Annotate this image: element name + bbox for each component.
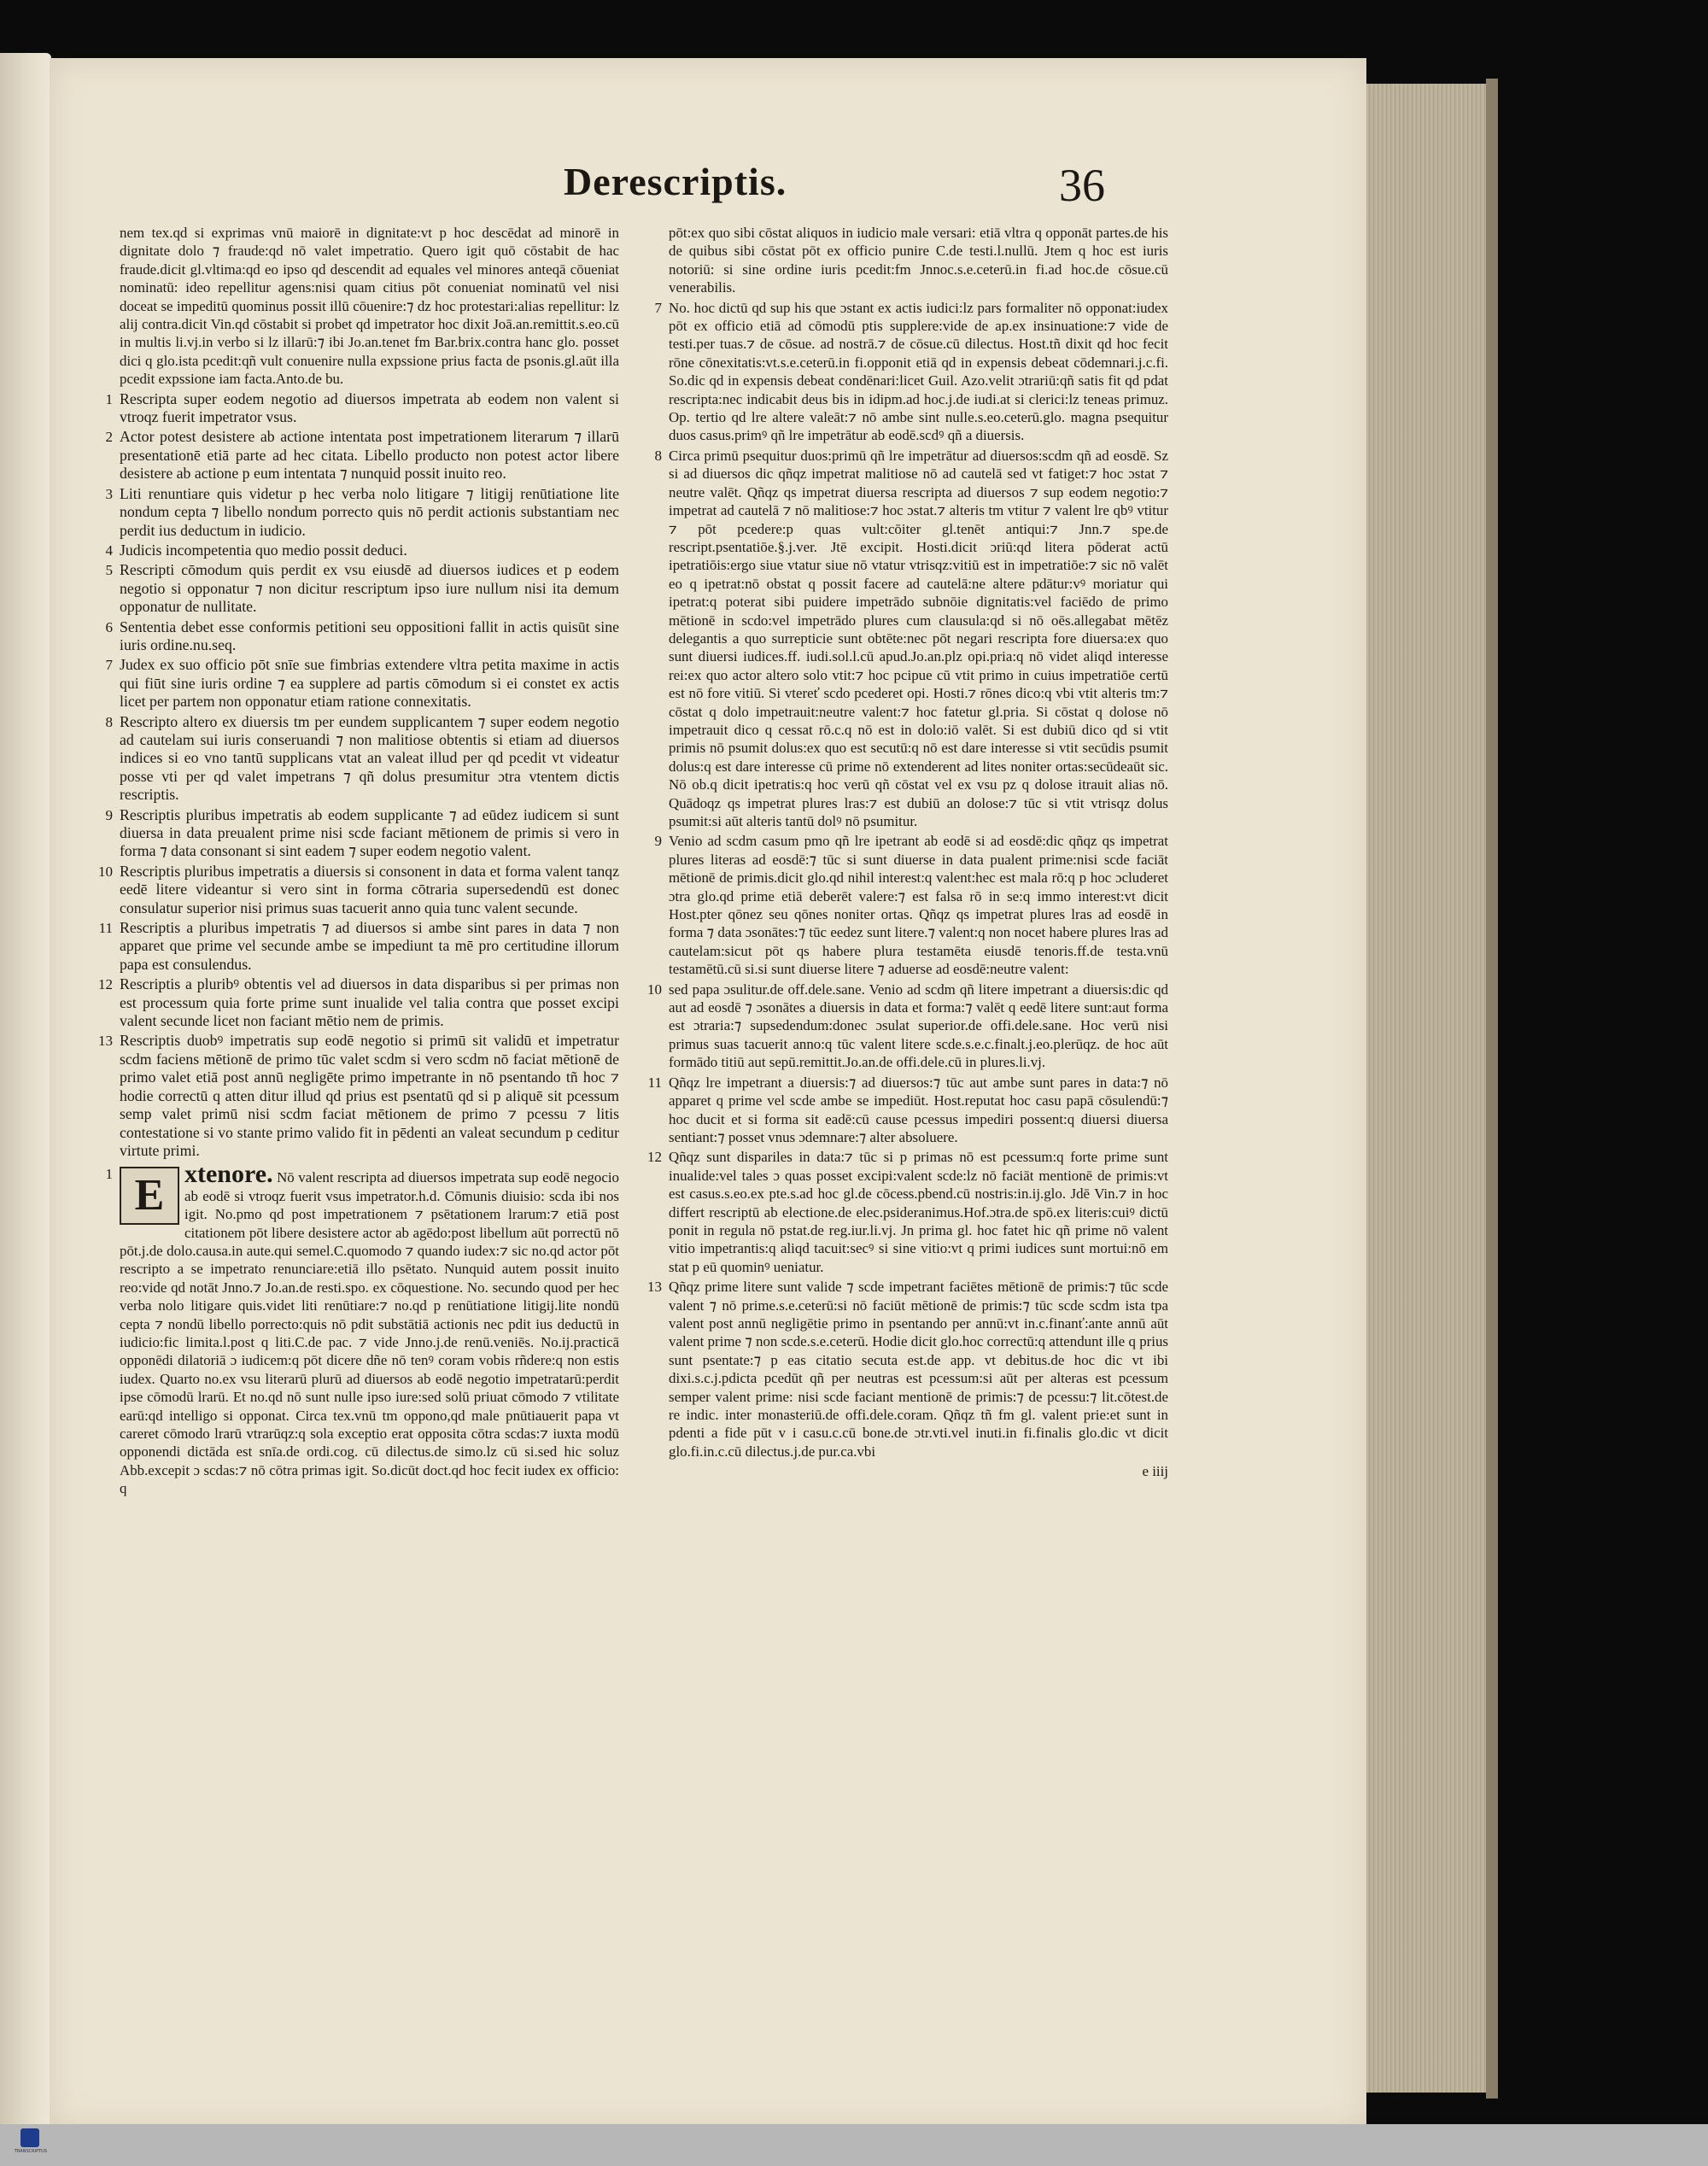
note-text: Qñqz lre impetrant a diuersis:⁊ ad diuersos:⁊ tūc aut ambe sunt pares in data:⁊ nō apparet q prime vel scde ambe se impediūt. Host.reputat hoc casu papā cōsulendū:⁊ hoc ducit et si forma sit eadē:cū cause pcessus impediri possent:q diuersi diuersa sentiant:⁊ posset vnus ɔdemnare:⁊ alter absoluere. xyxy=(669,1074,1168,1145)
note-number: 13 xyxy=(647,1279,662,1296)
summary-text: Liti renuntiare quis videtur p hec verba nolo litigare ⁊ litigij renūtiatione lite nondum cepta ⁊ libello nondum porrecto quis nō perdit actionis substantiam nec perdit ius deductum in iudicio. xyxy=(120,484,619,539)
intro-paragraph: nem tex.qd si exprimas vnū maiorē in dignitate:vt p hoc descēdat ad minorē in dignitate dolo ⁊ fraude:qd nō valet impetratio. Quero igit quō cōstabit de hac fraude.dicit gl.vltima:qd eo ipso qd descendit ad equales vel minores anteqā cōueniat nominatū: ideo repellitur agens:nisi quam citius pōt conueniat nominatū vel nisi doceat se impeditū quominus possit illū cōuenire:⁊ dz hoc protestari:alias repellitur: lz alij contra.dicit Vin.qd cōstabit si probet qd impetrator hoc dixit Joā.an.remittit.s.eo.cū in multis li.vj.in verbo si lz illarū:⁊ ibi Jo.an.tenet fm Bar.brix.contra hanc glo. posset dici q glo.ista pcedit:qñ vult conuenire nulla expssione prius facta de psonis.gl.aūt illa pcedit expssione iam facta.Anto.de bu. xyxy=(120,225,619,388)
viewer-bottom-bar xyxy=(0,2124,1708,2166)
summary-text: Rescriptis a pluribꝰ obtentis vel ad diuersos in data disparibus si per primas non est processum quia forte prime sunt inualide vel talia contra que posset excipi valent secunde licet non faciant mētio nem de primis. xyxy=(120,975,619,1030)
summary-text: Rescriptis pluribus impetratis ab eodem supplicante ⁊ ad eūdez iudicem si sunt diuersa in data preualent prime nisi scde faciant mētionem de primis si vero in forma ⁊ data consonant si sint eadem ⁊ super eodem negotio valent. xyxy=(120,805,619,860)
summary-number: 6 xyxy=(105,618,113,635)
summary-item xyxy=(98,862,619,917)
book-fore-edge xyxy=(1362,84,1490,2093)
note-text: Circa primū psequitur duos:primū qñ lre impetrātur ad diuersos:scdm qñ ad eosdē. Sz si ad diuersos dic qñqz impetrat malitiose nō ad cautelā sed vt fatiget:⁊ hoc ɔstat ⁊ neutre valēt. Qñqz qs impetrat diuersa rescripta ad diuersos ⁊ sup eodem negotio:⁊ impetrat ad cautelā ⁊ nō malitiose:⁊ hoc ɔstat.⁊ alteris tm vtitur ⁊ valent lre qbꝰ vtitur ⁊ pōt pcedere:p quas vult:cōiter gl.tenēt antiqui:⁊ Jnn.⁊ spe.de rescript.psentatiōe.§.j.ver. Jtē excipit. Hosti.dicit ɔriū:qd litera pōderat actū ipetratiōis:ergo siue vtatur siue nō vtatur vtrisqz:vitiū est in impetratiōe:⁊ sic nō valēt eo q ipetrat:nō obstat q possit facere ad cautelā:ne altere pdātur:vꝰ moriatur qui ipetrat:q poterat sibi puidere impetrādo subnōie dignitatis:vel faciēdo de primo mētionē in scdo:vel impetrādo plures cum clausula:qd si nō oēs.allegabat mētēz delegantis a quo surrepticie sunt obtēte:nec pōt negari rescripta fore diuersa:ex quo sunt diuersi iudices.ff. iudi.sol.l.cū apud.Jo.an.plz opi.pria:q nō videt aliqd interesse rei:ex quo actor altero solo vtit:⁊ hoc pcipue cū vtit primo in cuius impetratiōe certū est nō fore vitiū. Si vtereť scdo pcederet opi. Hosti.⁊ rōnes dico:q vbi vtit alteris tm:⁊ cōstat q dolo impetrauit:neutre valent:⁊ hoc fatetur gl.pria. Si cōstat q dolose nō impetrauit dico q cessat rō.c.q nō est in dolo:iō valēt. Si est dubiū dico qd si vtit primis nō psumit dolus:ex quo est secutū:q nō est dare interesse si vtit secūdis psumit dolus:q est dare interesse cū prime nō extenderent ad lites noniter ortas:secūdeaūt sic. Nō ob.q dicit ipetratis:q hoc verū qñ cōstat vel ex vsu pz q dolose itrauit alias nō. Quādoqz qs impetrat plures lras:⁊ est dubiū an dolose:⁊ tūc si vtit vtrisqz dolus psumit:si aūt alteris tantū dolꝰ nō psumitur. xyxy=(669,447,1168,829)
gloss-paragraph xyxy=(105,1160,620,1497)
library-logo-icon xyxy=(20,2128,39,2147)
folio-number: 36 xyxy=(1059,160,1105,211)
note-number: 8 xyxy=(654,447,662,464)
running-head: Derescriptis. xyxy=(564,160,787,203)
note-text: No. hoc dictū qd sup his que ɔstant ex actis iudici:lz pars formaliter nō opponat:iudex pōt ex officio etiā ad cōmodū ptis supplere:vide de ap.ex insinuatione:⁊ vide de testi.per tuas.⁊ de cōsue. ad nostrā.⁊ de cōsue.cū dilectus. Host.tñ dixit qd hoc fecit rōne cōnexitatis:vt.s.e.ceterū.in fi.opponit etiā qd in expensis debeat cōdemnari.j.c.fi. So.dic qd in expensis debeat condēnari:licet Guil. Azo.velit ɔtrariū:qñ satis fit qd pdat rescripta:nec indicabit deus bis in idipm.ad hoc.j.de iudi.at si clerici:lz teneas primuz. Op. tertio qd lre altere valeāt:⁊ nō ambe sint nulle.s.eo.ceterū.glo. magna psequitur duos casus.primꝰ qñ lre impetrātur ab eodē.scdꝰ qñ a diuersis. xyxy=(669,299,1168,444)
summary-number: 13 xyxy=(98,1033,113,1050)
gloss-note xyxy=(647,1074,1168,1147)
summary-text: Rescriptis a pluribus impetratis ⁊ ad diuersos si ambe sint pares in data ⁊ non apparet que prime vel secunde ambe se impediunt ta mē pro certitudine illorum papa est consulendus. xyxy=(120,919,619,973)
note-number: 12 xyxy=(647,1149,662,1166)
gloss-note xyxy=(654,299,1168,445)
summary-item xyxy=(105,712,619,805)
summary-item xyxy=(105,484,619,540)
summary-text: Judicis incompetentia quo medio possit deduci. xyxy=(120,541,407,559)
book-cover-edge xyxy=(1486,79,1498,2099)
summary-item xyxy=(98,1032,619,1160)
note-number: 7 xyxy=(654,299,662,316)
library-logo xyxy=(12,2128,50,2163)
summary-number: 8 xyxy=(105,713,113,730)
right-column xyxy=(647,224,1168,1481)
note-text: Qñqz sunt dispariles in data:⁊ tūc si p primas nō est pcessum:q forte prime sunt inualide:vel tales ɔ quas posset excipi:valent scde:lz nō faciāt mentionē de primis:vt est casus.s.eo.ex pte.s.ad hoc gl.de cōcess.pbend.cū nostris:in.ij.glo. Jdē Vin.⁊ in hoc differt rescriptū ab electione.de elec.psideranimus.Hof.ɔtra.de spō.ex literis:cuiꝰ dictū ponit in regula nō pstat.de reg.iur.li.vj. Jn prima gl. hoc fatet hic qñ prime nō valent vitio impetrantis:q aliqd tacuit:secꝰ si sine vitio:vt q primi iudices sunt mortui:nō em stat p eū quominꝰ ueniatur. xyxy=(669,1149,1168,1275)
note-number: 9 xyxy=(654,833,662,850)
gloss-note xyxy=(647,981,1168,1072)
summary-text: Rescriptis pluribus impetratis a diuersis si consonent in data et forma valent tanqz eedē litere videantur si vero sint in forma cōtraria supersedendū est donec consulatur superior nisi primus suas tacuerit anno quia tunc valent secunde. xyxy=(120,862,619,916)
gloss-note xyxy=(654,447,1168,831)
summary-number: 7 xyxy=(105,657,113,674)
summary-item xyxy=(105,428,619,483)
summary-text: Rescriptis duobꝰ impetratis sup eodē negotio si primū sit validū et impetratur scdm faciens mētionē de primo tūc valet scdm si vero scdm nō faciat mētionē de primo valet etiā post annū negligēte primo impetrante in nō psentando tñ hoc ⁊ hodie correctū q atten ditur illud qd prius est psentatū qd si p aliquē sit pcessum semp valet primū nisi scdm faciat mētionem de primo ⁊ pcessu ⁊ litis contestatione si vo stante primo valido fit in pēdenti an valeat secundum p ceditur virtute primi. xyxy=(120,1032,619,1159)
summary-number: 1 xyxy=(105,390,113,407)
summary-number: 4 xyxy=(105,542,113,559)
left-page-edge xyxy=(0,53,51,2128)
summary-text: Sententia debet esse conformis petitioni seu oppositioni fallit in actis quisūt sine iuris ordine.nu.seq. xyxy=(120,618,619,653)
summary-item xyxy=(105,541,619,559)
summary-number: 9 xyxy=(105,806,113,823)
summary-item xyxy=(105,618,619,655)
lemma-word: xtenore. xyxy=(184,1160,273,1189)
summary-number: 2 xyxy=(105,429,113,446)
summary-number: 12 xyxy=(98,976,113,993)
summary-item xyxy=(98,919,619,974)
summary-number: 5 xyxy=(105,562,113,579)
summary-number: 11 xyxy=(98,920,113,937)
signature-mark: e iiij xyxy=(1142,1463,1168,1480)
note-number: 11 xyxy=(647,1074,662,1091)
gloss-note xyxy=(647,1148,1168,1276)
summary-item xyxy=(105,805,619,861)
drop-initial: E xyxy=(120,1167,179,1225)
gloss-text: Nō valent rescripta ad diuersos impetrata sup eodē negocio ab eodē si vtroqz fuerit vsus impetrator.h.d. Cōmunis diuisio: scda ibi nos igit. No.pmo qd post impetrationem ⁊ psētationem lrarum:⁊ etiā post citationem pōt libere desistere actor ab agēdo:post libellum aūt porrectū nō pōt.j.de dolo.causa.in aute.qui semel.C.quomodo ⁊ quando iudex:⁊ sic no.qd actor pōt rescripto a se impetrato renunciare:etiā illo psētato. Nunquid autem possit inuito reo:vide qd notāt Jnno.⁊ Jo.an.de resti.spo. ex cōquestione. No. secundo quod per hec verba nolo litigare quis.videt liti renūtiare:⁊ no.qd p renūtiatione litigij.lite nondū cepta ⁊ nondū libello porrecto:quis nō pdit substātiā actionis nec pdit ius deductū in iudicio:fic limita.l.post q liti.C.de pac. ⁊ vide Jnno.j.de renū.veniēs. No.ij.practicā opponēdi dilatoriā ɔ iudicem:q pōt dicere dñe nō tenꝰ coram vobis rñdere:q non estis iudex. Quarto no.ex vsu literarū plurū ad diuersos ab eodē negotio impetratarū:perdit ipse cōmodū lrarū. Et no.qd nō sunt nulle ipso iure:sed solū priuat cōmodo ⁊ vtilitate earū:qd intelligo si opponat. Circa tex.vnū tm oppono,qd male pnūtiauerit papa vt careret cōmodo lrarū vtrarūqz:q sola exceptio erat opposita cōtra scdas:⁊ iuxta modū opponendi dictāda est snīa.de ordi.cog. cū dilectus.de simo.lz cū si.sed hic soluz Abb.excepit ɔ scdas:⁊ nō cōtra primas igit. So.dicūt doct.qd hoc fecit iudex ex officio: q xyxy=(120,1169,620,1497)
note-number: 10 xyxy=(647,981,662,998)
summary-text: Judex ex suo officio pōt snīe sue fimbrias extendere vltra petita maxime in actis qui fiūt sine iuris ordine ⁊ ea supplere ad partis cōmodum si ei constet ex actis licet per partem non opponatur etiam ratione connexitatis. xyxy=(120,656,619,711)
summary-item xyxy=(98,975,619,1030)
note-text: Venio ad scdm casum pmo qñ lre ipetrant ab eodē si ad eosdē:dic qñqz qs impetrat plures literas ad eosdē:⁊ tūc si sunt diuerse in data pualent prime:nisi scde faciāt mētionē de primis.dicit glo.qd nihil interest:q valent:hec est mala rō:q p hoc ɔcluderet ɔtra glo.qd prime etiā deberēt valere:⁊ est falsa rō in se:q immo interest:vt dicit Host.pter qōnez seu qōnes noniter ortas. Qñqz qs impetrat plures lras ad eosdē in forma ⁊ data ɔsonātes:⁊ tūc eedez sunt litere.⁊ valent:q non nocet habere plures lras ad cautelam:sicut pōt qs habere plura testamēta eiusdē tenoris.ff.de testa.vnū testamētū.cū si.si sunt diuerse litere ⁊ aduerse ad eosdē:neutre valent: xyxy=(669,833,1168,978)
gloss-note xyxy=(647,1278,1168,1461)
summary-text: Rescripta super eodem negotio ad diuersos impetrata ab eodem non valent si vtroqz fuerit impetrator vsus. xyxy=(120,389,619,426)
continued-paragraph: pōt:ex quo sibi cōstat aliquos in iudicio male versari: etiā vltra q opponāt partes.de his de quibus sibi cōstat pōt ex officio punire C.de testi.l.nullū. Jtem q hoc est iuris notoriū: si sine ordine iuris pcedit:fm Jnnoc.s.e.ceterū.in fi.ad hoc.de cōsue.cū venerabilis. xyxy=(669,225,1168,296)
library-logo-label: TRANSCRIPTUS xyxy=(14,2149,47,2154)
summary-item xyxy=(105,561,619,616)
summary-text: Rescripti cōmodum quis perdit ex vsu eiusdē ad diuersos iudices et p eodem negotio si opponatur ⁊ non dicitur rescriptum ipso iure nullum nisi ita demum opponatur de nullitate. xyxy=(120,561,619,616)
summary-text: Actor potest desistere ab actione intentata post impetrationem literarum ⁊ illarū presentationē etiā parte ad hec citata. Libello producto non potest actor libere desistere ab actione p eum intentata ⁊ nunquid possit inuito reo. xyxy=(120,428,619,483)
summary-number: 10 xyxy=(98,863,113,880)
signature-mark-row xyxy=(669,1462,1168,1480)
summary-item xyxy=(105,656,619,711)
summary-text: Rescripto altero ex diuersis tm per eundem supplicantem ⁊ super eodem negotio ad cautelam sui iuris conseruandi ⁊ non malitiose obtentis si etiam ad diuersos indices si eo vno tantū supplicans vtat an valeat illud per qd pcedit vt videatur posse vti per qd valet impetrans ⁊ qñ dolus presumitur ɔtra vtentem dictis rescriptis. xyxy=(120,712,619,804)
gloss-number: 1 xyxy=(105,1166,113,1183)
summary-number: 3 xyxy=(105,485,113,502)
note-text: sed papa ɔsulitur.de off.dele.sane. Venio ad scdm qñ litere impetrant a diuersis:dic qd aut ad eosdē ⁊ ɔsonātes a diuersis in data et forma:⁊ valēt q eedē litere sunt:aut forma est ɔtraria:⁊ supsedendum:donec ɔsulat superior.de offi.dele.sane. Hoc verū nisi primus suas tacuerit anno:q tūc valent litere scde.s.e.c.finalt.j.eo.plerūqz. de hoc aūt formādo titiū aut sepū.remittit.Jo.an.de offi.dele.cū in plures.li.vj. xyxy=(669,981,1168,1071)
note-text: Qñqz prime litere sunt valide ⁊ scde impetrant faciētes mētionē de primis:⁊ tūc scde valent ⁊ nō prime.s.e.ceterū:si nō faciūt mētionē de primis:⁊ tūc scde scdm ista tpa valent post annū negligētie primo in psentando per annū:vt in.c.finanť:ante annū aūt valent prime ⁊ non scde.s.e.ceterū. Hodie dicit glo.hoc correctū:q attendunt ille q prius sunt psentate:⁊ p eas citatio secuta est.de app. vt debitus.de hoc dic vt ibi dixi.s.c.j.pdicta pcedūt qñ per neutras est pcessum:si aūt per alteras est pcessum semper valent prime: nisi scde faciant mentionē de primis:⁊ de pcessu:⁊ lit.cōtest.de re indic. inter monasteriū.de offi.dele.coram. Qñqz tñ fm gl. valent prie:et sunt in pdenti a fide pūt v i casu.c.cū bone.de ɔtr.vti.vel inuti.in fi.finalis glo.dic vt dicit glo.fi.in.c.cū dilectus.j.de pur.ca.vbi xyxy=(669,1279,1168,1460)
left-column xyxy=(98,224,620,1498)
gloss-note xyxy=(654,832,1168,978)
summary-item xyxy=(105,389,619,427)
